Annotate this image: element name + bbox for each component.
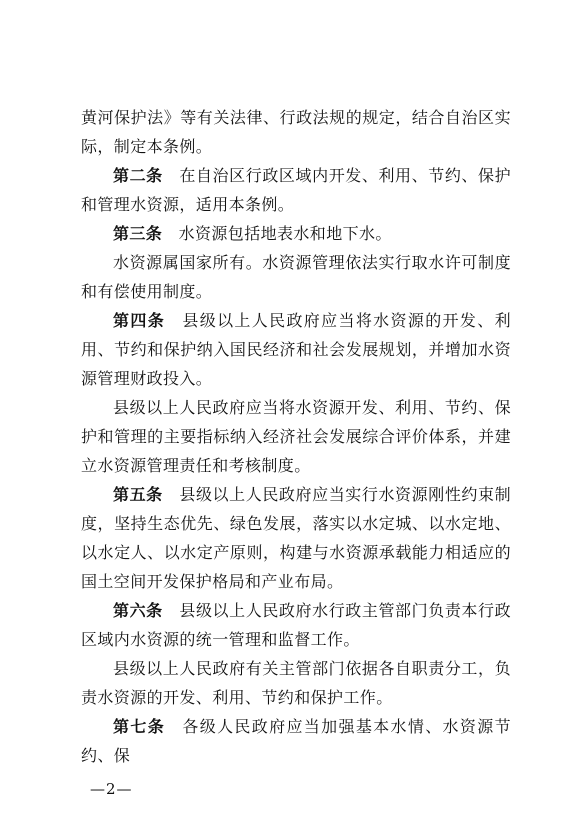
paragraph — [81, 306, 511, 393]
paragraph-text: 水资源包括地表水和地下水。 — [162, 224, 392, 243]
paragraph — [81, 161, 511, 219]
page-number: —2— — [90, 780, 133, 798]
paragraph-text: 县级以上人民政府水行政主管部门负责本行政区域内水资源的统一管理和监督工作。 — [81, 601, 511, 649]
paragraph-text: 在自治区行政区域内开发、利用、节约、保护和管理水资源，适用本条例。 — [81, 166, 511, 214]
article-number: 第六条 — [113, 601, 163, 620]
paragraph-text: 县级以上人民政府应当将水资源的开发、利用、节约和保护纳入国民经济和社会发展规划，并增加水资源管理财政投入。 — [81, 311, 511, 388]
article-number: 第二条 — [113, 166, 163, 185]
paragraph — [81, 596, 511, 654]
paragraph — [81, 393, 511, 480]
article-number: 第四条 — [113, 311, 166, 330]
paragraph — [81, 103, 511, 161]
article-number: 第三条 — [113, 224, 163, 243]
paragraph-text: 黄河保护法》等有关法律、行政法规的规定，结合自治区实际，制定本条例。 — [81, 108, 511, 156]
paragraph — [81, 480, 511, 596]
paragraph-text: 县级以上人民政府应当实行水资源刚性约束制度，坚持生态优先、绿色发展，落实以水定城、以水定地、以水定人、以水定产原则，构建与水资源承载能力相适应的国土空间开发保护格局和产业布局。 — [81, 485, 511, 591]
paragraph-text: 水资源属国家所有。水资源管理依法实行取水许可制度和有偿使用制度。 — [81, 253, 511, 301]
paragraph-text: 各级人民政府应当加强基本水情、水资源节约、保 — [81, 717, 511, 765]
paragraph — [81, 219, 511, 248]
document-body — [81, 103, 511, 770]
paragraph — [81, 712, 511, 770]
article-number: 第五条 — [113, 485, 163, 504]
paragraph-text: 县级以上人民政府应当将水资源开发、利用、节约、保护和管理的主要指标纳入经济社会发展综合评价体系，并建立水资源管理责任和考核制度。 — [81, 398, 511, 475]
paragraph-text: 县级以上人民政府有关主管部门依据各自职责分工，负责水资源的开发、利用、节约和保护工作。 — [81, 659, 511, 707]
paragraph — [81, 654, 511, 712]
paragraph — [81, 248, 511, 306]
article-number: 第七条 — [113, 717, 166, 736]
